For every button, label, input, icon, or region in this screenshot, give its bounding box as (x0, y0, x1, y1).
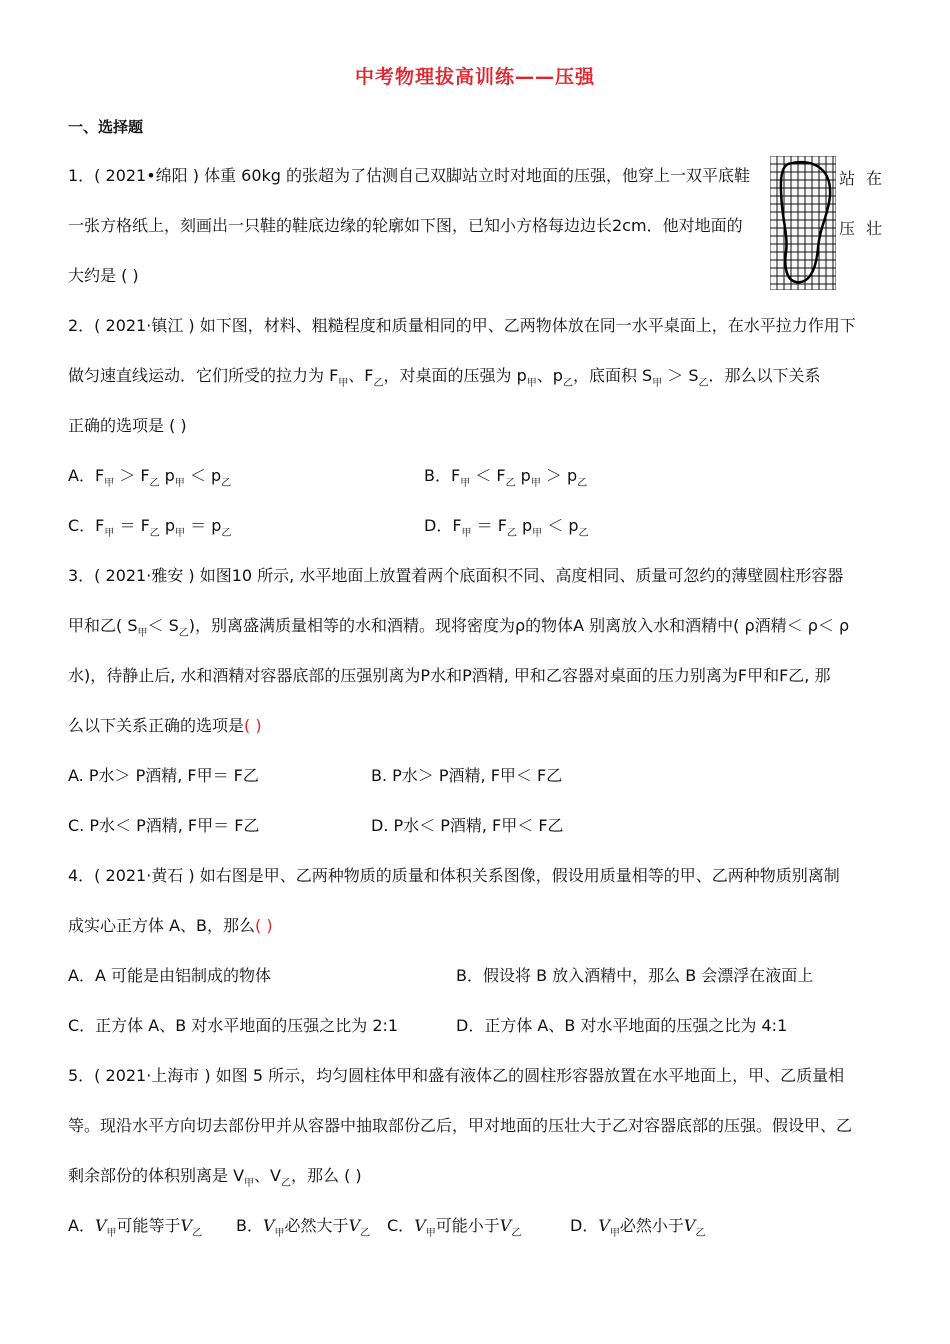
q3-option-d[interactable]: D. P水＜ P酒精, F甲＜ F乙 (371, 816, 564, 835)
q4-line1: 4．( 2021·黄石 ) 如右图是甲、乙两种物质的质量和体积关系图像，假设用质量相等的甲、乙两种物质别离制 (68, 866, 840, 885)
q4-line2: 成实心正方体 A、B，那么( ) (68, 916, 273, 935)
q1-line2: 一张方格纸上，刻画出一只鞋的鞋底边缘的轮廓如下图，已知小方格每边边长2cm．他对地面的 (68, 216, 743, 235)
q4-option-a[interactable]: A．A 可能是由铝制成的物体 (68, 966, 271, 985)
q3-line4: 么以下关系正确的选项是( ) (68, 716, 262, 735)
q5-option-d[interactable]: D．$V_甲$必然小于$V_乙$ (570, 1216, 706, 1239)
q3-line3: 水)，待静止后, 水和酒精对容器底部的压强别离为P水和P酒精, 甲和乙容器对桌面的压力别离为F甲和F乙, 那 (68, 666, 831, 685)
q3-option-c[interactable]: C. P水＜ P酒精, F甲＝ F乙 (68, 816, 260, 835)
q1-line1: 1．( 2021•绵阳 ) 体重 60kg 的张超为了估测自己双脚站立时对地面的压强，他穿上一双平底鞋 (68, 166, 751, 185)
q2-line1: 2．( 2021·镇江 ) 如下图，材料、粗糙程度和质量相同的甲、乙两物体放在同一水平桌面上，在水平拉力作用下 (68, 316, 856, 335)
q1-tail-a: 站 (839, 169, 856, 188)
q4-option-d[interactable]: D．正方体 A、B 对水平地面的压强之比为 4:1 (456, 1016, 788, 1035)
q2-line2: 做匀速直线运动．它们所受的拉力为 $F_甲$、$F_乙$，对桌面的压强为 $p_甲$、$p_乙$，底面积 $S_甲 > S_乙$．那么以下关系 (68, 366, 821, 389)
q5-line1: 5．( 2021·上海市 ) 如图 5 所示，均匀圆柱体甲和盛有液体乙的圆柱形容器放置在水平地面上，甲、乙质量相 (68, 1066, 845, 1085)
q3-option-a[interactable]: A. P水＞ P酒精, F甲＝ F乙 (68, 766, 259, 785)
q5-option-a[interactable]: A．$V_甲$可能等于$V_乙$ (68, 1216, 203, 1239)
q1-tail-b: 在 (866, 169, 883, 188)
q3-line1: 3．( 2021·雅安 ) 如图10 所示, 水平地面上放置着两个底面积不同、高度相同、质量可忽约的薄壁圆柱形容器 (68, 566, 844, 585)
q3-line2: 甲和乙( $S_甲< S_乙$)，别离盛满质量相等的水和酒精。现将密度为ρ的物体A 别离放入水和酒精中( ρ酒精＜ ρ＜ ρ (68, 616, 850, 639)
q2-option-c[interactable]: C．$F_甲 = F_乙$ $p_甲 = p_乙$ (68, 516, 232, 539)
q5-line2: 等。现沿水平方向切去部份甲并从容器中抽取部份乙后，甲对地面的压壮大于乙对容器底部的压强。假设甲、乙 (68, 1116, 853, 1135)
section-heading: 一、选择题 (68, 118, 144, 136)
q1-line3: 大约是 ( ) (68, 266, 139, 285)
q3-option-b[interactable]: B. P水＞ P酒精, F甲＜ F乙 (371, 766, 563, 785)
q2-option-a[interactable]: A．$F_甲 > F_乙$ $p_甲 < p_乙$ (68, 466, 232, 489)
q2-line3: 正确的选项是 ( ) (68, 416, 187, 435)
q5-option-b[interactable]: B．$V_甲$必然大于$V_乙$ (236, 1216, 371, 1239)
q1-tail-d: 壮 (866, 219, 883, 238)
q2-option-d[interactable]: D．$F_甲 = F_乙$ $p_甲 < p_乙$ (424, 516, 589, 539)
page-title: 中考物理拔高训练——压强 (354, 66, 595, 88)
q5-option-c[interactable]: C．$V_甲$可能小于$V_乙$ (387, 1216, 522, 1239)
q4-option-b[interactable]: B．假设将 B 放入酒精中，那么 B 会漂浮在液面上 (456, 966, 814, 985)
q5-line3: 剩余部份的体积别离是 $V_甲$、$V_乙$，那么 ( ) (68, 1166, 362, 1189)
q1-tail-c: 压 (839, 219, 856, 238)
q4-option-c[interactable]: C．正方体 A、B 对水平地面的压强之比为 2:1 (68, 1016, 399, 1035)
shoe-outline-grid-figure (770, 156, 836, 290)
q2-option-b[interactable]: B．$F_甲 < F_乙$ $p_甲 > p_乙$ (424, 466, 588, 489)
